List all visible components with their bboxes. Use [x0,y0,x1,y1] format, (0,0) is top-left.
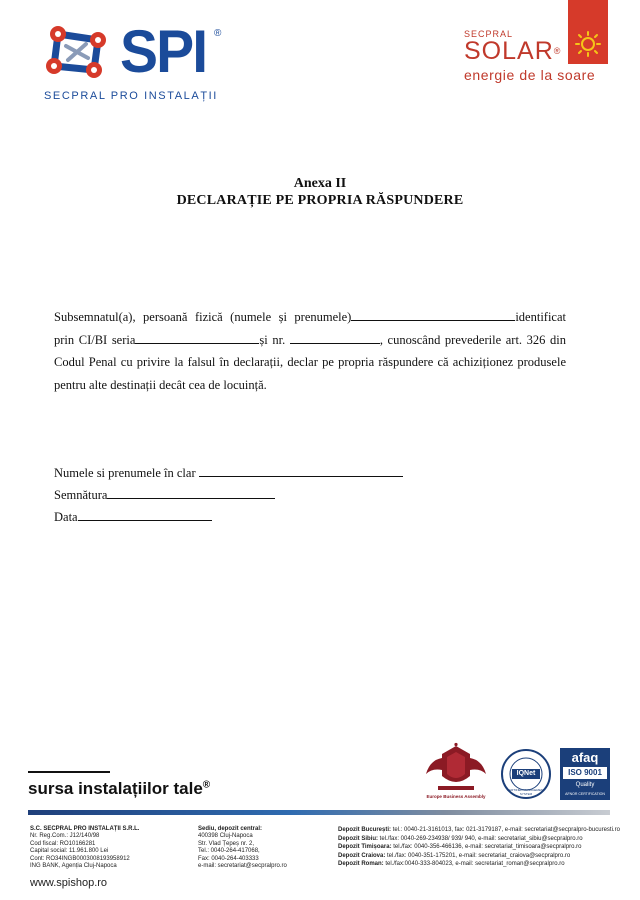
spi-logo [36,20,236,104]
office-line: e-mail: secretariat@secpralpro.ro [198,863,287,870]
company-line: Cod fiscal: RO10166281 [30,840,96,847]
depot-row: Depozit Timișoara: tel./fax: 0040-356-466136, e-mail: secretariat_timisoara@secpralpro.ro [338,844,582,851]
solar-sun-badge [568,0,608,64]
paragraph-part-4: , cunoscând prevederile art. 326 din Codul Penal cu privire la falsul în declarații, declar pe propria răspundere că achiziționez produsele pentru alte destinații decât cea de locuință. [54,332,566,392]
iqnet-label: IQNet [516,770,536,777]
eba-certificate-logo [420,742,492,802]
office-line: Tel.: 0040-264-417068, [198,848,260,855]
office-line: 400398 Cluj-Napoca [198,833,253,840]
signature-block [54,462,403,528]
id-series-blank[interactable] [135,331,259,344]
office-line: Fax: 0040-264-403333 [198,855,259,862]
iqnet-ring-text: CERTIFIED MANAGEMENT SYSTEM [506,788,546,796]
spi-wordmark: SPI [120,18,207,85]
afaq-word: afaq [571,750,599,765]
declaration-paragraph [54,306,566,396]
footer-depots-info [338,826,620,869]
footer-company-info [30,826,139,870]
spi-registered-mark: ® [214,28,222,39]
afaq-iso: ISO 9001 [563,767,607,779]
name-label: Numele si prenumele în clar [54,466,196,480]
eba-caption: Europe Business Assembly [426,794,486,799]
tagline-registered-mark: ® [202,779,211,791]
footer-color-stripe [28,810,610,815]
afaq-quality: Quality [575,782,595,788]
solar-tagline: energie de la soare [464,67,596,83]
date-label: Data [54,510,78,524]
company-line: Cont: RO34INGB0003008193958912 [30,855,130,862]
paragraph-part-2: identificat prin CI/BI seria [54,310,566,347]
depot-row: Depozit Craiova: tel./fax: 0040-351-175201, e-mail: secretariat_craiova@secpralpro.ro [338,852,571,859]
depot-row: Depozit București: tel.: 0040-21-3161013, fax: 021-3179187, e-mail: secretariat@secpralpro-bucuresti.ro [338,827,620,833]
footer-accent-rule [28,771,110,773]
signature-blank[interactable] [107,486,275,499]
paragraph-part-1: Subsemnatul(a), persoană fizică (numele și prenumele) [54,310,352,324]
office-line: Str. Vlad Țepeș nr. 2, [198,840,255,847]
company-line: ING BANK, Agenția Cluj-Napoca [30,863,117,870]
solar-wordmark: SOLAR® [464,37,562,65]
solar-secpral-text: SECPRAL [464,29,514,39]
depot-row: Depozit Sibiu: tel./fax: 0040-269-234938/ 939/ 940, e-mail: secretariat_sibiu@secpralpro.ro [338,835,583,842]
solar-registered-mark: ® [553,46,562,56]
eba-crest-icon [420,742,492,794]
iqnet-certificate-logo [500,748,552,800]
depot-row: Depozit Roman: tel./fax:0040-333-804023, e-mail: secretariat_roman@secpralpro.ro [338,861,565,868]
company-line: Capital social: 11.961.800 Lei [30,848,109,855]
declaration-title: DECLARAȚIE PE PROPRIA RĂSPUNDERE [176,193,464,208]
afaq-certificate-logo [560,748,610,800]
company-name: S.C. SECPRAL PRO INSTALAȚII S.R.L. [30,826,140,832]
spi-subtitle: SECPRAL PRO INSTALAȚII [44,90,218,102]
afaq-cert: AFNOR CERTIFICATION [565,792,605,796]
signature-label: Semnătura [54,488,108,502]
document-title-block [0,176,640,210]
spi-emblem-icon [36,20,120,84]
footer-office-info [198,826,287,870]
full-name-blank[interactable] [351,308,515,321]
annex-label: Anexa II [293,176,347,191]
signature-row [54,484,403,506]
id-number-blank[interactable] [290,331,380,344]
secpral-solar-logo [462,0,610,86]
date-blank[interactable] [78,508,212,521]
date-row [54,506,403,528]
company-line: Nr. Reg.Com.: J12/140/98 [30,833,100,840]
paragraph-part-3: și nr. [259,332,286,347]
website-link[interactable]: www.spishop.ro [30,877,108,889]
name-row [54,462,403,484]
name-blank[interactable] [199,464,403,477]
footer-tagline: sursa instalațiilor tale® [28,779,211,798]
office-heading: Sediu, depozit central: [198,826,263,832]
sun-icon [568,0,608,64]
